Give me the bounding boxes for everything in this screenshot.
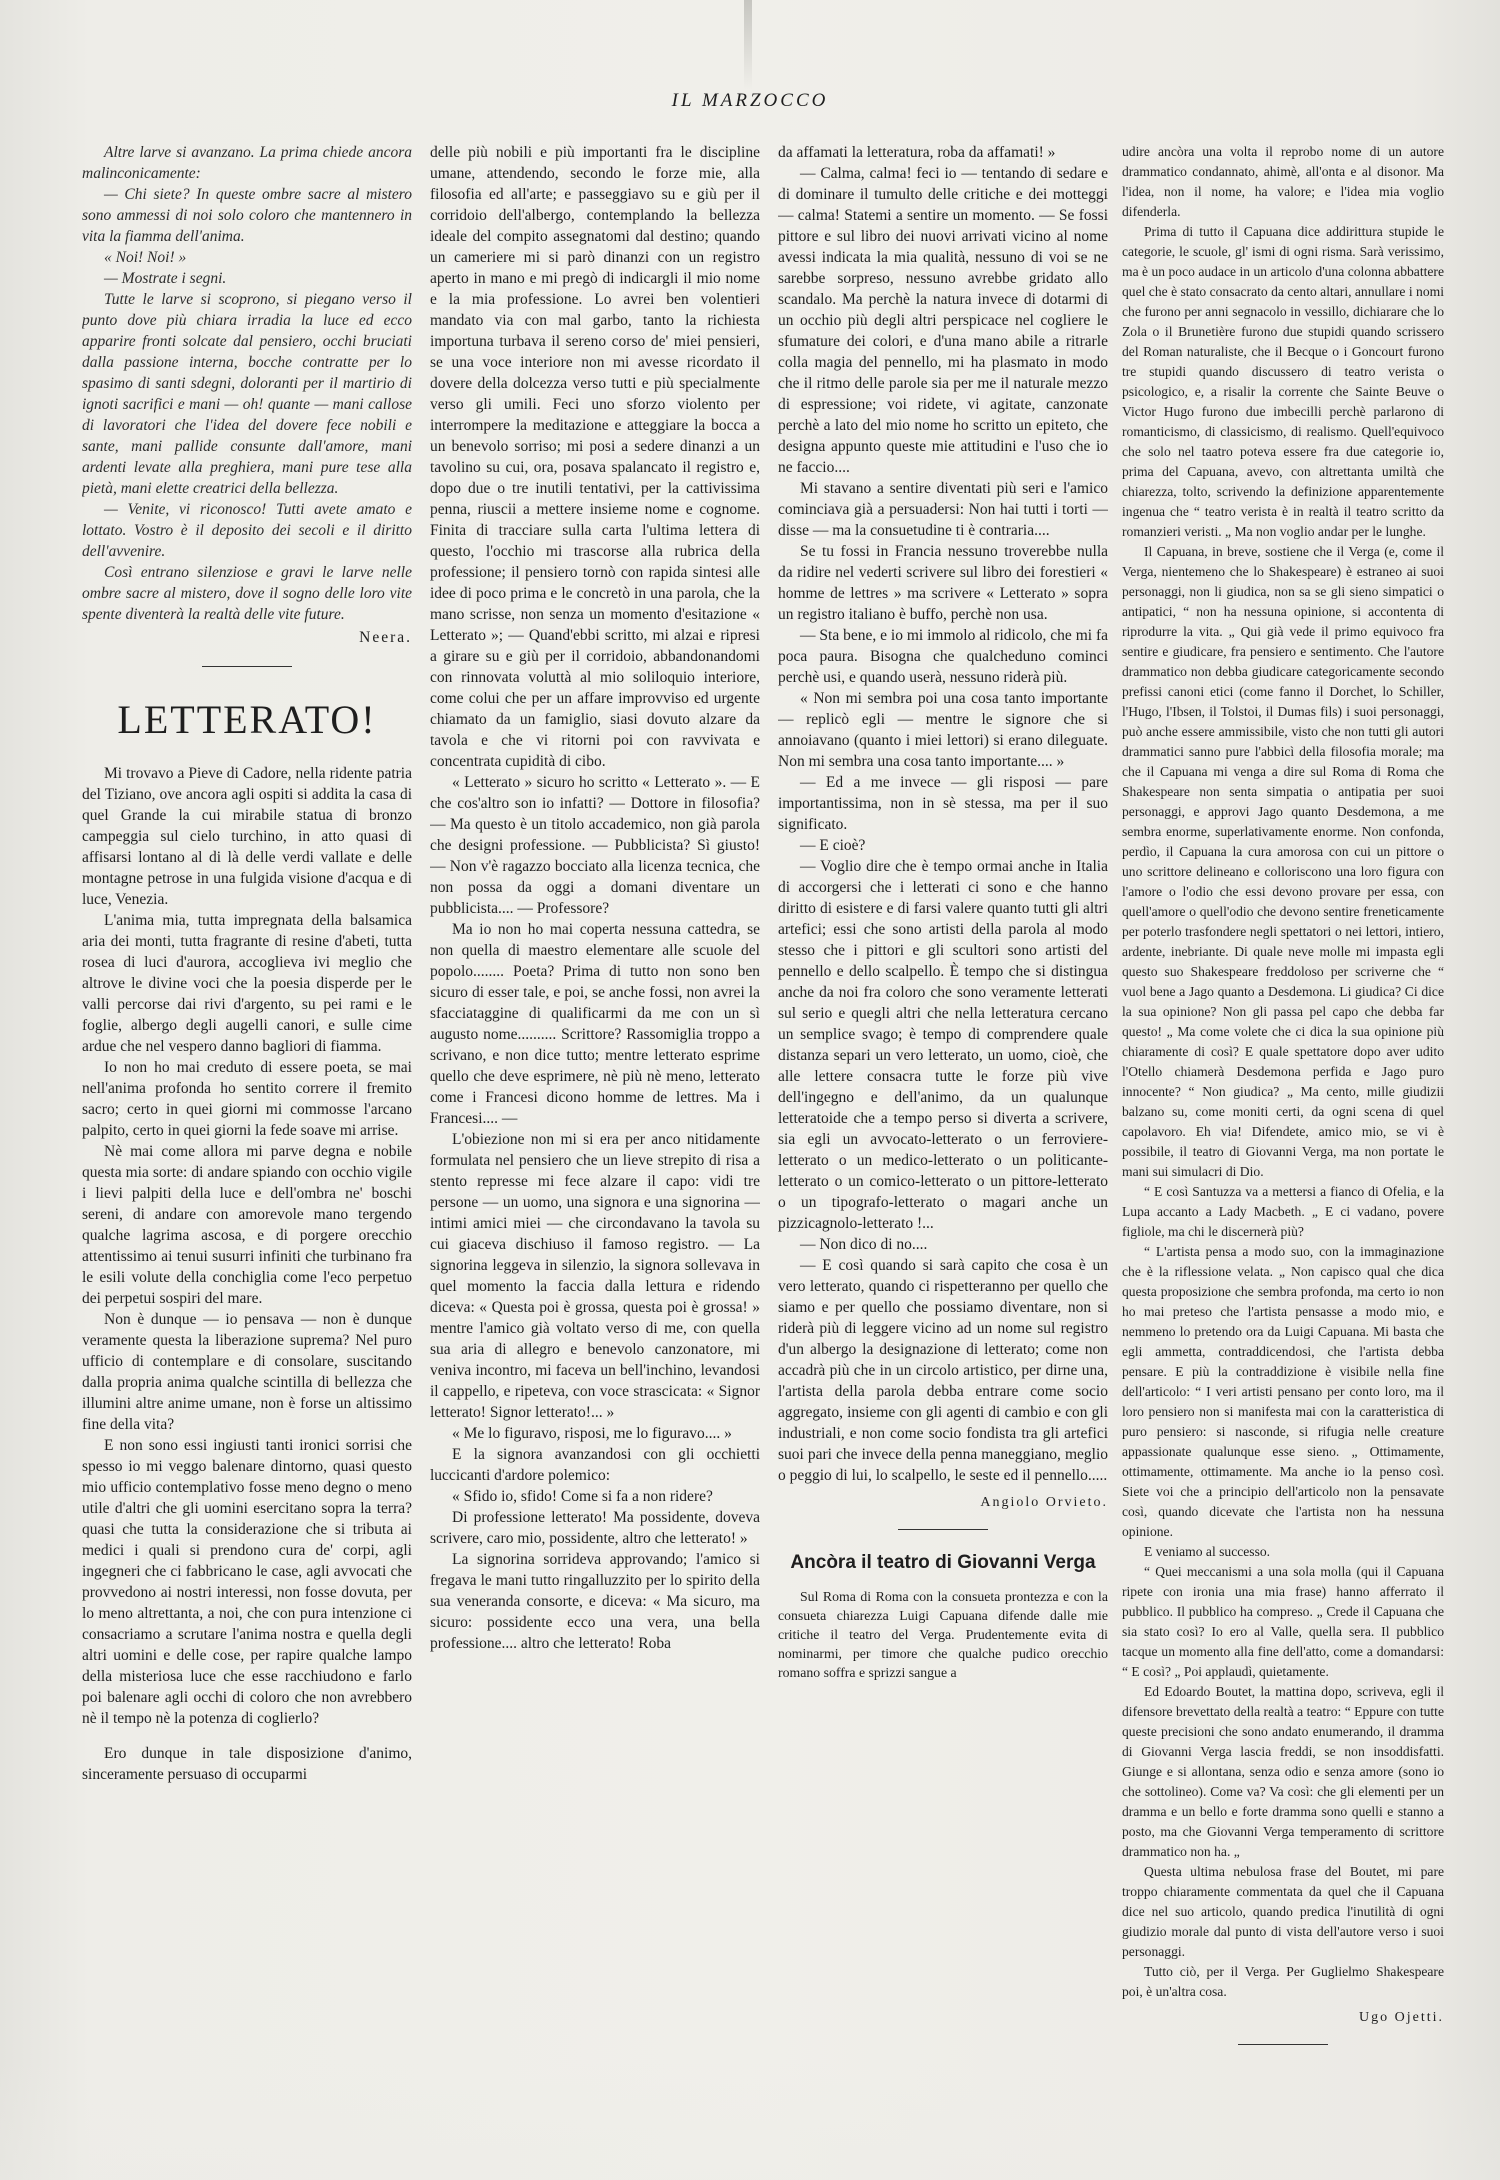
paragraph: E non sono essi ingiusti tanti ironici sorrisi che spesso io mi veggo balenare dintorno, quasi questo mio ufficio contemplativo fosse meno degno o meno utile d'altri che gli uomini esercitano sopra la terra? quasi che tutta la considerazione che si tributa ai medici i quali si prendono cura de' corpi, agli ingegneri che ci fabbricano le case, agli avvocati che provvedono ai nostri interessi, non fosse dovuta, per lo meno altrettanta, a noi, che con pura intenzione ci consacriamo a scrutare l'anima nostra e quella degli altri uomini e delle cose, per rapire qualche lampo della misteriosa luce che esse racchiudono e farlo poi balenare agli occhi di coloro che non avrebbero nè il tempo nè la potenza di coglierlo? [82, 1437, 412, 1727]
column-4 [1122, 142, 1444, 2152]
poem-excerpt [82, 142, 412, 648]
paragraph: E la signora avanzandosi con gli occhietti luccicanti d'ardore polemico: [430, 1446, 760, 1484]
poem-author: Neera. [359, 629, 412, 646]
poem-line: — Mostrate i segni. [104, 270, 227, 287]
column-2 [430, 142, 760, 2152]
paragraph: « Letterato » sicuro ho scritto « Letterato ». — E che cos'altro son io infatti? — Dottore in filosofia? — Ma questo è un titolo accademico, non già parola che designi professione. — Pubblicista? Sì giusto! — Non v'è ragazzo bocciato alla licenza tecnica, che non possa da oggi a domani diventare un pubblicista.... — Professore? [430, 774, 760, 917]
paragraph: Tutto ciò, per il Verga. Per Guglielmo Shakespeare poi, è un'altra cosa. [1122, 1964, 1444, 1999]
paragraph: Se tu fossi in Francia nessuno troverebbe nulla da ridire nel vederti scrivere sul libro dei forestieri « homme de lettres » ma scrivere « Letterato » sopra un registro italiano è buffo, perchè non usa. [778, 543, 1108, 623]
paragraph: Ed Edoardo Boutet, la mattina dopo, scriveva, egli il difensore brevettato della realtà a teatro: “ Eppure con tutte queste precisioni che sono andato enumerando, il dramma di Giovanni Verga lascia freddi, se non insoddisfatti. Giunge e si allontana, senza odio e senza amore (sono io che sottolineo). Come va? Va così: che gli elementi per un dramma e un bello e forte dramma sono quelli e stanno a posto, ma che Giovanni Verga temperamento di scrittore drammatico non ha. „ [1122, 1684, 1444, 1859]
column-3 [778, 142, 1108, 2152]
paragraph: Ma io non ho mai coperta nessuna cattedra, se non quella di maestro elementare alle scuole del popolo........ Poeta? Prima di tutto non sono ben sicuro di esser tale, e poi, se anche fossi, non avrei la sfacciataggine di qualificarmi da me con un sì augusto nome.......... Scrittore? Rassomiglia troppo a scrivano, e non dice tutto; mentre letterato esprime quello che deve esprimere, nè più nè meno, letterato come i Francesi dicono homme de lettres. Ma i Francesi.... — [430, 921, 760, 1127]
paragraph: Prima di tutto il Capuana dice addirittura stupide le categorie, le scuole, gl' ismi di ogni risma. Sarà verissimo, ma è un poco audace in un articolo d'una colonna abbattere quel che è stato consacrato da cento altari, annullare i nomi che furono per anni segnacolo in vessillo, dichiarare che lo Zola o il Brunetière furono due stupidi quando scrissero del Roman naturaliste, che il Becque o i Goncourt furono tre stupidi quando discussero di teatro verista o psicologico, e, a risalir la corrente che Sainte Beuve o Victor Hugo furono due imbecilli perchè parlarono di romanticismo, di classicismo, di realismo. Quell'equivoco che solo nel taatro poteva essere fra due categorie io, prima del Capuana, avevo, con altrettanta umiltà che chiarezza, tolto, scrivendo la definizione apparentemente ingenua che “ teatro verista è in realtà il teatro scritto da romanzieri veristi. „ Ma non voglio andar per le lunghe. [1122, 224, 1444, 539]
paragraph: Nè mai come allora mi parve degna e nobile questa mia sorte: di andare spiando con occhio vigile i lievi palpiti della luce e dell'ombra ne' boschi sereni, di andare con amorevole mano tergendo qualche lagrima ascosa, e di porgere orecchio attentissimo ai tenui susurri infiniti che turbinano fra le esili volute della conchiglia come l'eco perpetuo dei perpetui sospiri del mare. [82, 1143, 412, 1307]
paragraph: — Non dico di no.... [800, 1236, 928, 1253]
paragraph: Di professione letterato! Ma possidente, doveva scrivere, caro mio, possidente, altro che letterato! » [430, 1509, 760, 1547]
paragraph: — Calma, calma! feci io — tentando di sedare e di dominare il tumulto delle critiche e dei motteggi — calma! Statemi a sentire un momento. — Se fossi pittore e sul libro dei nuovi arrivati vicino al nome avessi indicata la mia qualità, nessuno di voi se ne sarebbe sorpreso, nessuno avrebbe gridato allo scandalo. Ma perchè la natura invece di dotarmi di un occhio più degli altri perspicace nel cogliere le sfumature dei colori, e d'una mano abile a ritrarle colla magia del pennello, mi ha plasmato in modo che il ritmo delle parole sia per me il naturale mezzo di espressione; voi ridete, vi agitate, canzonate perchè a lato del mio nome ho scritto un epiteto, che designa appunto queste mie attitudini e l'uso che io ne faccio.... [778, 165, 1108, 476]
article-signature: Ugo Ojetti. [1359, 2010, 1444, 2025]
separator-rule [202, 666, 292, 667]
paragraph: — E cioè? [800, 837, 866, 854]
separator-rule [898, 1529, 988, 1530]
paragraph: Mi stavano a sentire diventati più seri e l'amico cominciava già a persuadersi: Non hai tutti i torti — disse — ma la consuetudine ti è contraria.... [778, 480, 1108, 539]
poem-line: — Venite, vi riconosco! Tutti avete amato e lottato. Vostro è il deposito dei secoli e il diritto dell'avvenire. [82, 501, 412, 560]
paragraph: « Non mi sembra poi una cosa tanto importante — replicò egli — mentre le signore che si annoiavano (quanto i miei lettori) si erano dileguate. Non mi sembra una cosa tanto importante.... » [778, 690, 1108, 770]
page-fold-shadow [744, 0, 752, 90]
paragraph: Ero dunque in tale disposizione d'animo, sinceramente persuaso di occuparmi [82, 1745, 412, 1783]
article-signature: Angiolo Orvieto. [980, 1495, 1108, 1510]
masthead: IL MARZOCCO [671, 90, 829, 111]
paragraph: Sul Roma di Roma con la consueta prontezza e con la consueta chiarezza Luigi Capuana difende dalle mie critiche il teatro del Verga. Prudentemente evita di nominarmi, per timore che qualche pudico orecchio romano soffra e sprizzi sangue a [778, 1589, 1108, 1680]
poem-line: « Noi! Noi! » [104, 249, 187, 266]
section-heading: Ancòra il teatro di Giovanni Verga [790, 1552, 1096, 1573]
paragraph: Io non ho mai creduto di essere poeta, se mai nell'anima profonda ho sentito correre il fremito sacro; certo in quei giorni mi commosse l'arcano palpito, certo in quei giorni la fede soave mi arrise. [82, 1059, 412, 1139]
paragraph: La signorina sorrideva approvando; l'amico si fregava le mani tutto ringalluzzito per lo spirito della sua veneranda consorte, e diceva: « Ma sicuro, ma sicuro: possidente ecco una vera, una bella professione.... altro che letterato! Roba [430, 1551, 760, 1652]
paragraph: « Me lo figuravo, risposi, me lo figuravo.... » [452, 1425, 732, 1442]
paragraph: — Sta bene, e io mi immolo al ridicolo, che mi fa poca paura. Bisogna che qualcheduno cominci perchè usi, e quando userà, nessuno riderà più. [778, 627, 1108, 686]
paragraph: “ Quei meccanismi a una sola molla (qui il Capuana ripete con ironia una mia frase) hanno afferrato il pubblico. Il pubblico ha compreso. „ Crede il Capuana che sia stato così? Io ero al Valle, quella sera. Il pubblico tacque un momento alla fine dell'atto, come a domandarsi: “ E così? „ Poi applaudì, quietamente. [1122, 1564, 1444, 1679]
paragraph: “ L'artista pensa a modo suo, con la immaginazione che è la riflessione velata. „ Non capisco qual che dica questa proposizione che sembra profonda, ma certo io non ho mai preteso che l'artista pensasse a modo mio, e nemmeno lo pretendo ora da Luigi Capuana. Mi basta che egli ammetta, contraddicendosi, che l'artista debba pensare. E più la contraddizione è visibile nella fine dell'articolo: “ I veri artisti pensano per conto loro, ma il loro pensiero non si manifesta mai con la caratteristica di puro pensiero: si nasconde, si rifugia nelle creature appassionate qualunque esse sieno. „ Ottimamente, ottimamente, ottimamente. Ma anche io la penso così. Siete voi che a principio dell'articolo non la pensavate così, quando dicevate che l'artista non ha nessuna opinione. [1122, 1244, 1444, 1539]
paragraph: Il Capuana, in breve, sostiene che il Verga (e, come il Verga, nientemeno che lo Shakespeare) è estraneo ai suoi personaggi, non li giudica, non sa se gli sieno simpatici o antipatici, “ non ha nessuna opinione, si accontenta di riprodurre la vita. „ Qui già vede il primo equivoco fra sentire e giudicare, fra pensiero e sentimento. Che l'autore drammatico non debba giudicare categoricamente secondo prefissi canoni etici (come fanno il Dorchet, lo Schiller, l'Hugo, l'Ibsen, il Tolstoi, il Dumas fils) i suoi personaggi, può anche essere ammissibile, visto che non tutti gli autori drammatici sanno pure l'abbicì della filosofia morale; ma che il Capuana mi venga a dire sul Roma di Roma che Shakespeare non senta simpatia o antipatia per suoi personaggi, e approvi Jago quanto Desdemona, a me sembra enorme, superlativamente enorme. Non confonda, perdìo, il Capuana la cura amorosa con cui un pittore o uno scrittore delineano e colloriscono una loro figura con l'amore o l'odio che essi devono provare per essa, con quell'amore o quell'odio che devono sentire freneticamente per poterlo trasfondere negli spettatori o nei lettori, intiero, ardente, inebriante. Di quale neve molle mi impasta egli questo suo Shakespeare freddoloso per scriverne che “ vuol bene a Jago quanto a Desdemona. Li giudica? Ci dice la sua opinione? Non gli passa pel capo che debba far questo! „ Ma come volete che ci dica la sua opinione più chiaramente di così? E quale spettatore dopo aver udito l'Otello chiamerà Desdemona perfida e Jago puro innocente? “ Non giudica? „ Ma cento, mille giudizii balzano su, come moniti certi, da ogni scena di quel capolavoro. Eh via! Difendete, amico mio, se vi è possibile, il teatro di Giovanni Verga, ma non portate le mani sui simulacri di Dio. [1122, 544, 1444, 1179]
paragraph: — E così quando si sarà capito che cosa è un vero letterato, quando ci rispetteranno per quello che siamo e per quello che possiamo diventare, non si riderà più di leggere vicino ad un nome sul registro d'un albergo la designazione di letterato; come non accadrà più che in un circolo artistico, per dirne una, l'artista della parola debba entrare come socio aggregato, insieme con gli agenti di cambio e con gli industriali, e non come socio fondista tra gli artefici suoi pari che invece della penna maneggiano, meglio o peggio di lui, lo scalpello, le seste ed il pennello..... [778, 1257, 1108, 1484]
paragraph: — Voglio dire che è tempo ormai anche in Italia di accorgersi che i letterati ci sono e che hanno diritto di esistere e di farsi valere quanto tutti gli altri artefici; essi che sono artisti della parola al modo stesso che i pittori e gli scultori sono artisti del pennello e dello scalpello. È tempo che si distingua anche da noi fra coloro che sono veramente letterati sul serio e quegli altri che nella letteratura cercano un semplice svago; è tempo di comprendere quale distanza separi un vero letterato, un uomo, cioè, che alle lettere consacra tutte le forze più vive dell'ingegno e dell'animo, da un qualunque letteratoide che a tempo perso si diverta a scrivere, sia egli un avvocato-letterato o un ferroviere-letterato o un medico-letterato o un politicante-letterato o un comico-letterato o un pittore-letterato o un tipografo-letterato o magari anche un pizzicagnolo-letterato !... [778, 858, 1108, 1232]
paragraph: Questa ultima nebulosa frase del Boutet, mi pare troppo chiaramente commentata da quel che il Capuana dice nel suo articolo, quando predica l'inutilità di ogni giudizio morale dal punto di vista dell'autore verso i suoi personaggi. [1122, 1864, 1444, 1959]
column-1 [82, 142, 412, 2152]
separator-rule [1238, 2044, 1328, 2045]
poem-line: Così entrano silenziose e gravi le larve nelle ombre sacre al mistero, dove il sogno delle loro vite spente diventerà la realtà delle vite future. [82, 564, 412, 623]
paragraph: Non è dunque — io pensava — non è dunque veramente questa la liberazione suprema? Nel puro ufficio di contemplare e di consolare, suscitando dalla propria anima qualche scintilla di bellezza che illumini altre anime umane, non è forse un altissimo fine della vita? [82, 1311, 412, 1433]
paragraph: delle più nobili e più importanti fra le discipline umane, attendendo, secondo le forze mie, alla filosofia ed all'arte; e passeggiavo su e giù per il corridoio dell'albergo, contemplando la bellezza ideale del compito assegnatomi dal destino; quando un cameriere mi si parò dinanzi con un registro aperto in mano e mi pregò di indicargli il mio nome e la mia professione. Lo avrei ben volentieri mandato via con mal garbo, tanto la richiesta importuna turbava il sereno corso de' miei pensieri, se una voce interiore non mi avesse ricordato il dovere della dolcezza verso tutti e più specialmente verso gli umili. Feci uno sforzo violento per interrompere la meditazione e atteggiare la bocca a un benevolo sorriso; mi posi a sedere dinanzi a un tavolino su cui, ora, posava spalancato il registro e, dopo due o tre inutili tentativi, per la cattivissima penna, riuscii a mettere insieme nome e cognome. Finita di tracciare sulla carta l'ultima lettera di questo, l'occhio mi trascorse alla rubrica della professione; il pensiero tornò con rapida sintesi alle idee di poco prima e le concretò in una parola, che la mano scrisse, non senza un momento d'esitazione « Letterato »; — Quand'ebbi scritto, mi alzai e ripresi a girare su e giù per il corridoio, abbandonandomi con rinnovata voluttà al mio soliloquio interiore, come colui che per un affare improvviso ed urgente chiamato da un famiglio, siasi dovuto alzare da tavola e che vi ritorni poi con ravvivata e concentrata cupidità di cibo. [430, 144, 760, 770]
paragraph: “ E così Santuzza va a mettersi a fianco di Ofelia, e la Lupa accanto a Lady Macbeth. „ E ci vadano, povere figliole, ma chi le discernerà più? [1122, 1184, 1444, 1239]
article-title: LETTERATO! [117, 697, 377, 742]
paragraph: E veniamo al successo. [1144, 1544, 1271, 1559]
poem-line: Tutte le larve si scoprono, si piegano verso il punto dove più chiara irradia la luce ed ecco apparire fronti solcate dal pensiero, occhi bruciati dalla passione interna, bocche contratte per lo spasimo di santi sdegni, doloranti per il martirio di ignoti sacrifici e mani — oh! quante — mani callose di lavoratori che l'idea del dovere fece nobili e sante, mani pallide consunte dall'amore, mani ardenti levate alla preghiera, mani pure tese alla pietà, mani elette creatrici della bellezza. [82, 291, 412, 497]
paragraph: — Ed a me invece — gli risposi — pare importantissima, non in sè stessa, ma per il suo significato. [778, 774, 1108, 833]
paragraph: L'anima mia, tutta impregnata della balsamica aria dei monti, tutta fragrante di resine d'abeti, tutta rosea di luci d'aurora, accoglieva ivi meglio che altrove le divine voci che la poesia disperde per le valli percorse dai rivi d'argento, su pei rami e le foglie, albergo degli augelli canori, e sulle cime ardue che nel vespero danno bagliori di fiamma. [82, 912, 412, 1055]
paragraph: udire ancòra una volta il reprobo nome di un autore drammatico condannato, ahimè, all'onta e al disonor. Ma l'idea, non il nome, ha valore; e l'idea mia voglio difenderla. [1122, 144, 1444, 219]
paragraph: da affamati la letteratura, roba da affamati! » [778, 144, 1056, 161]
poem-line: — Chi siete? In queste ombre sacre al mistero sono ammessi di noi solo coloro che mantennero in vita la fiamma dell'anima. [82, 186, 412, 245]
poem-line: Altre larve si avanzano. La prima chiede ancora malinconicamente: [82, 144, 412, 182]
paragraph: Mi trovavo a Pieve di Cadore, nella ridente patria del Tiziano, ove ancora agli ospiti si addita la casa di quel Grande la cui mirabile statua di bronzo campeggia sul cielo turchino, in atto quasi di affisarsi lontano al di là delle verdi vallate e delle montagne petrose in una fulgida visione d'acqua e di luce, Venezia. [82, 765, 412, 908]
paragraph: L'obiezione non mi si era per anco nitidamente formulata nel pensiero che un lieve strepito di risa a stento represse mi fece alzare il capo: vidi tre persone — un uomo, una signora e una signorina — intimi amici miei — che circondavano la tavola su cui giaceva dischiuso il famoso registro. — La signorina leggeva in silenzio, la signora sollevava in quel momento la faccia dalla lettura e ridendo diceva: « Questa poi è grossa, questa poi è grossa! » mentre l'amico già voltato verso di me, con quella sua aria di allegro e benevolo canzonatore, mi veniva incontro, mi faceva un bell'inchino, levandosi il cappello, e ripeteva, con voce strascicata: « Signor letterato! Signor letterato!... » [430, 1131, 760, 1421]
paragraph: « Sfido io, sfido! Come si fa a non ridere? [452, 1488, 713, 1505]
